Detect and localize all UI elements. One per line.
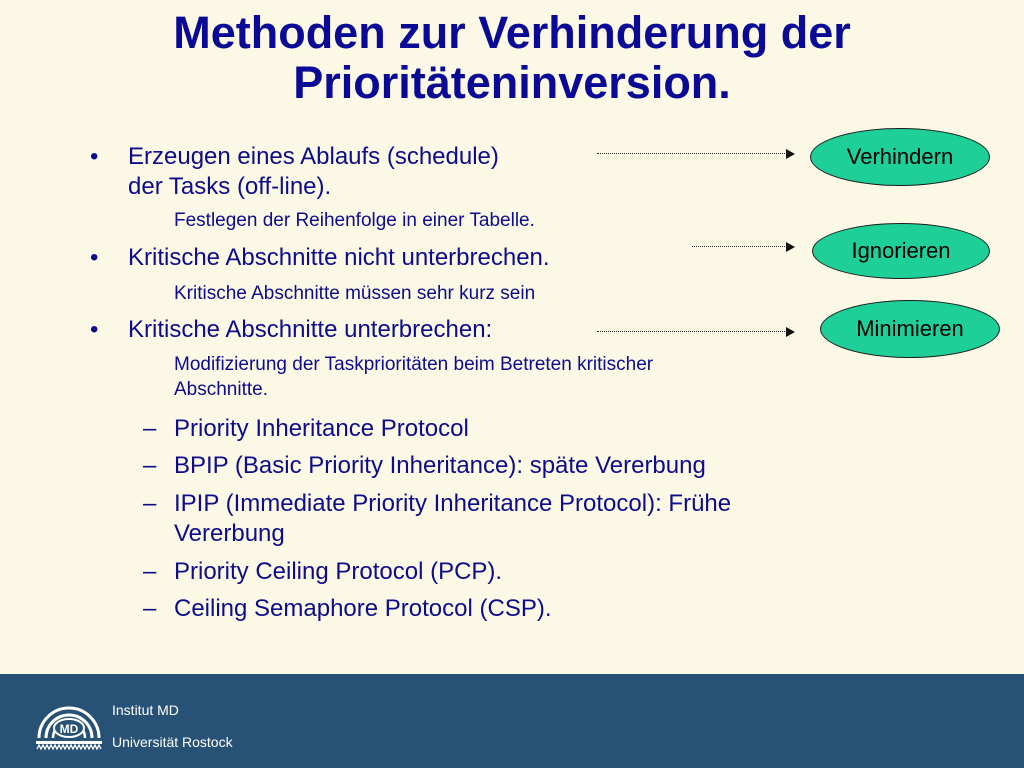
subitem-csp: Ceiling Semaphore Protocol (CSP). [174,595,552,622]
subitem-ipip: IPIP (Immediate Priority Inheritance Protocol): Frühe [174,490,732,517]
arrow-line [692,246,787,247]
bullet-1-subtext: Festlegen der Reihenfolge in einer Tabelle. [174,210,535,231]
bullet-1-text-cont: der Tasks (off-line). [128,173,332,200]
bullet-2-text: Kritische Abschnitte nicht unterbrechen. [128,244,550,271]
arrow-head-icon [786,242,795,252]
bullet-2-subtext: Kritische Abschnitte müssen sehr kurz sein [174,283,536,304]
subitem-pcp: Priority Ceiling Protocol (PCP). [174,558,503,585]
subitem-marker: – [143,415,157,442]
arrow-head-icon [786,327,795,337]
subitem-ipip-cont: Vererbung [174,520,285,547]
bullet-1-text: Erzeugen eines Ablaufs (schedule) [128,143,499,170]
bullet-3-text: Kritische Abschnitte unterbrechen: [128,316,493,343]
arrow-head-icon [786,149,795,159]
bullet-3-subtext-cont: Abschnitte. [174,379,268,400]
oval-ignorieren: Ignorieren [812,223,990,279]
bullet-marker: • [90,143,99,170]
subitem-pip: Priority Inheritance Protocol [174,415,469,442]
subitem-marker: – [143,558,157,585]
bullet-marker: • [90,244,99,271]
footer-bar [0,674,1024,768]
title-line-1: Methoden zur Verhinderung der [173,7,851,58]
title-line-2: Prioritäteninversion. [293,57,731,108]
arrow-line [597,153,787,154]
institute-logo-icon [33,698,105,754]
subitem-marker: – [143,490,157,517]
bullet-3-subtext: Modifizierung der Taskprioritäten beim Betreten kritischer [174,354,654,375]
footer-institute: Institut MD [112,702,179,718]
bullet-marker: • [90,316,99,343]
oval-minimieren: Minimieren [820,300,1000,358]
oval-verhindern: Verhindern [810,128,990,186]
arrow-line [597,331,787,332]
subitem-marker: – [143,452,157,479]
footer-university: Universität Rostock [112,734,233,750]
subitem-bpip: BPIP (Basic Priority Inheritance): späte Vererbung [174,452,706,479]
subitem-marker: – [143,595,157,622]
logo-text: MD [59,722,79,736]
